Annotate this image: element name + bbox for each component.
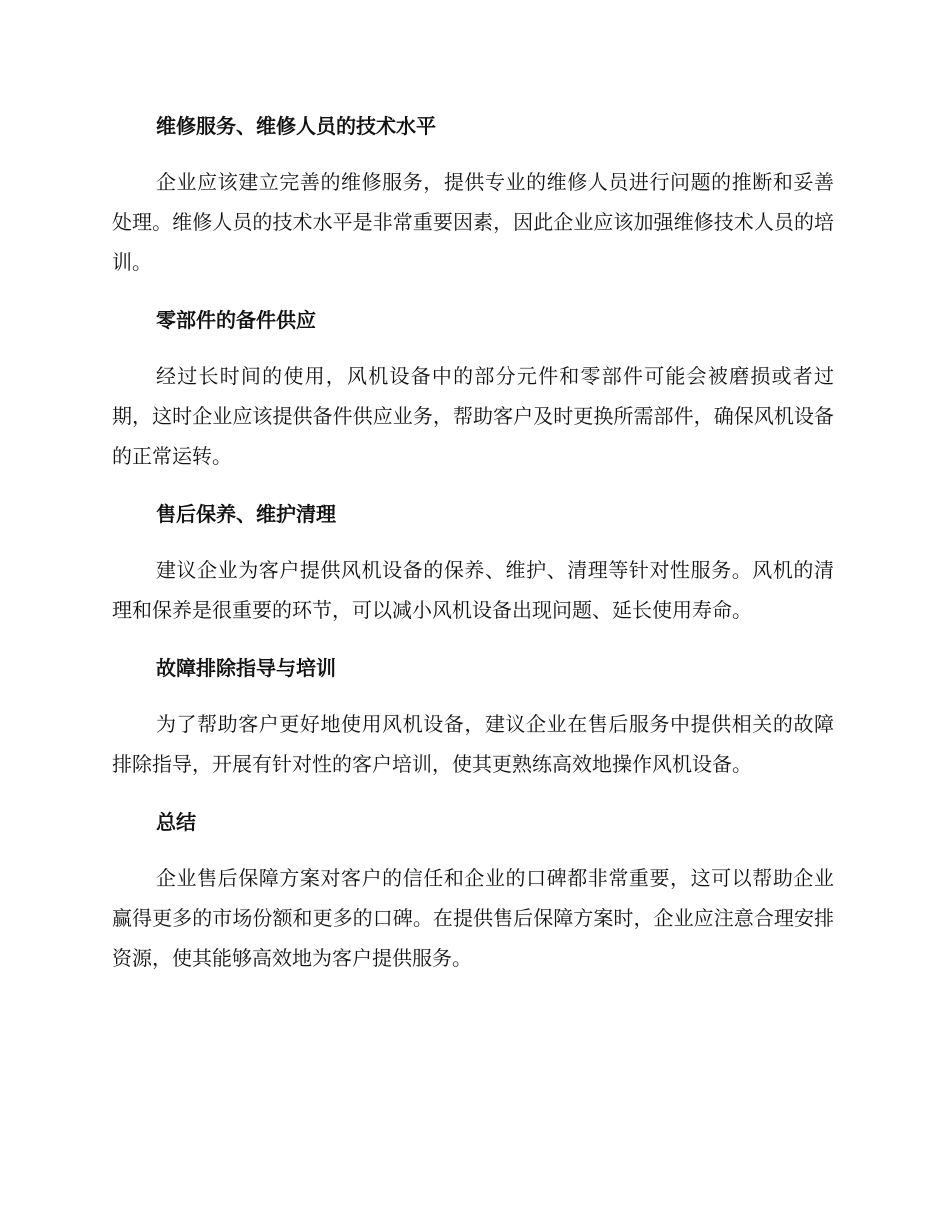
section-heading: 售后保养、维护清理 [156, 502, 336, 526]
document-page [112, 108, 834, 998]
section-upkeep-cleaning [112, 496, 834, 630]
section-maintenance-service [112, 108, 834, 282]
section-troubleshooting-training [112, 650, 834, 784]
section-paragraph: 企业应该建立完善的维修服务，提供专业的维修人员进行问题的推断和妥善处理。维修人员的技术水平是非常重要因素，因此企业应该加强维修技术人员的培训。 [112, 170, 834, 274]
section-paragraph: 经过长时间的使用，风机设备中的部分元件和零部件可能会被磨损或者过期，这时企业应该提供备件供应业务，帮助客户及时更换所需部件，确保风机设备的正常运转。 [112, 364, 834, 468]
section-heading: 维修服务、维修人员的技术水平 [156, 114, 436, 138]
section-heading: 总结 [156, 810, 196, 834]
section-paragraph: 企业售后保障方案对客户的信任和企业的口碑都非常重要，这可以帮助企业赢得更多的市场份额和更多的口碑。在提供售后保障方案时，企业应注意合理安排资源，使其能够高效地为客户提供服务。 [112, 866, 834, 970]
section-spare-parts [112, 302, 834, 476]
section-heading: 故障排除指导与培训 [156, 656, 336, 680]
section-paragraph: 建议企业为客户提供风机设备的保养、维护、清理等针对性服务。风机的清理和保养是很重要的环节，可以减小风机设备出现问题、延长使用寿命。 [112, 558, 834, 622]
section-summary [112, 804, 834, 978]
section-paragraph: 为了帮助客户更好地使用风机设备，建议企业在售后服务中提供相关的故障排除指导，开展有针对性的客户培训，使其更熟练高效地操作风机设备。 [112, 712, 834, 776]
section-heading: 零部件的备件供应 [156, 308, 316, 332]
